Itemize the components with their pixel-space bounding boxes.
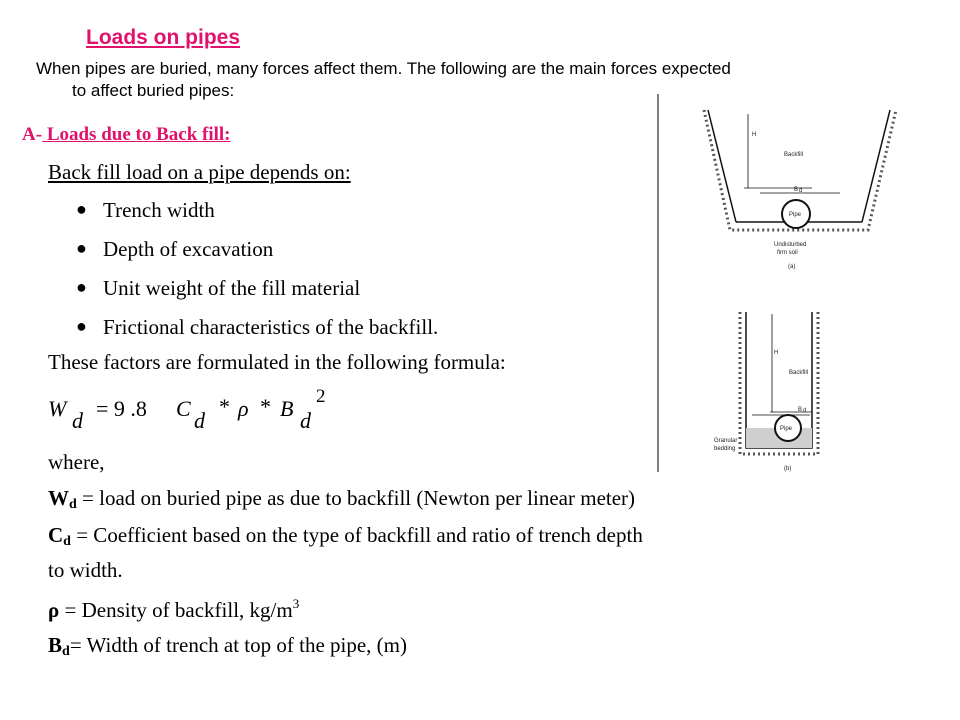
fig-b-bd-sub: d: [803, 408, 807, 414]
list-item: [76, 315, 438, 354]
def-sub: d: [62, 644, 70, 659]
formula-intro: These factors are formulated in the following formula:: [48, 350, 506, 374]
fig-b-pipe: Pipe: [780, 426, 793, 432]
definition-bd: [48, 633, 407, 660]
fig-a-soil-1: Undisturbed: [774, 242, 807, 248]
factor-text: Trench width: [103, 198, 215, 222]
formula-w: W: [48, 396, 67, 421]
section-prefix: A-: [22, 124, 43, 145]
formula-star: *: [219, 394, 230, 419]
intro-line-2: to affect buried pipes:: [72, 81, 235, 100]
def-sub: d: [69, 497, 77, 512]
intro-line-1: When pipes are buried, many forces affect them. The following are the main forces expected: [36, 59, 731, 78]
scan-divider-line: [657, 94, 659, 472]
fig-b-h: H: [774, 350, 779, 356]
page-title: Loads on pipes: [86, 26, 241, 49]
formula-c: C: [176, 396, 191, 421]
fig-b-bd: B: [798, 407, 803, 413]
def-text: = Density of backfill, kg/m: [59, 598, 293, 622]
formula-star: *: [260, 394, 271, 419]
def-symbol: W: [48, 486, 69, 510]
def-text: to width.: [48, 558, 123, 582]
where-label: where,: [48, 450, 105, 474]
definition-wd: [48, 486, 635, 513]
def-text: = Coefficient based on the type of backfill and ratio of trench depth: [70, 523, 643, 547]
formula-rho: ρ: [238, 396, 249, 421]
factor-text: Unit weight of the fill material: [103, 276, 361, 300]
fig-a-bd: B: [794, 187, 799, 193]
fig-a-backfill: Backfill: [784, 152, 804, 158]
list-item: [76, 276, 438, 315]
subheading: Back fill load on a pipe depends on:: [48, 160, 351, 184]
bullet-icon: ●: [76, 316, 87, 336]
bullet-icon: ●: [76, 238, 87, 258]
formula-eq: = 9 .8: [96, 396, 147, 421]
formula-b: B: [280, 396, 294, 421]
formula-exponent: 2: [316, 386, 326, 407]
factor-text: Depth of excavation: [103, 237, 274, 261]
fig-a-pipe: Pipe: [789, 212, 802, 218]
definition-cd-cont: [48, 558, 123, 583]
bullet-icon: ●: [76, 199, 87, 219]
def-symbol: C: [48, 523, 64, 547]
section-heading: [22, 124, 231, 146]
definition-cd: [48, 523, 643, 550]
definition-rho: [48, 596, 299, 623]
factor-list: [76, 198, 438, 354]
section-heading-text: Loads due to Back fill:: [42, 124, 231, 145]
def-text: = load on buried pipe as due to backfill (Newton per linear meter): [76, 486, 636, 510]
intro-paragraph: [36, 58, 926, 102]
def-sub: d: [63, 534, 71, 549]
formula-sub-d: d: [300, 408, 311, 433]
def-symbol: B: [48, 633, 63, 657]
def-sup: 3: [292, 596, 300, 611]
fig-b-backfill: Backfill: [789, 370, 809, 376]
fig-b-bedding-2: bedding: [714, 446, 736, 452]
trench-figure-a: [700, 100, 900, 280]
def-symbol: ρ: [48, 598, 60, 622]
fig-a-h: H: [752, 132, 757, 138]
fig-a-bd-sub: d: [799, 188, 803, 194]
formula-sub-d: d: [72, 408, 83, 433]
formula-sub-d: d: [194, 408, 205, 433]
fig-a-caption: (a): [788, 264, 796, 270]
def-text: = Width of trench at top of the pipe, (m): [69, 633, 408, 657]
fig-a-soil-2: firm soil: [777, 250, 798, 256]
factor-text: Frictional characteristics of the backfill.: [103, 315, 439, 339]
list-item: [76, 237, 438, 276]
fig-b-caption: (b): [784, 466, 792, 472]
bullet-icon: ●: [76, 277, 87, 297]
fig-b-bedding-1: Granular: [714, 438, 738, 444]
backfill-formula: [46, 386, 346, 436]
list-item: [76, 198, 438, 237]
trench-figure-b: [700, 308, 900, 474]
